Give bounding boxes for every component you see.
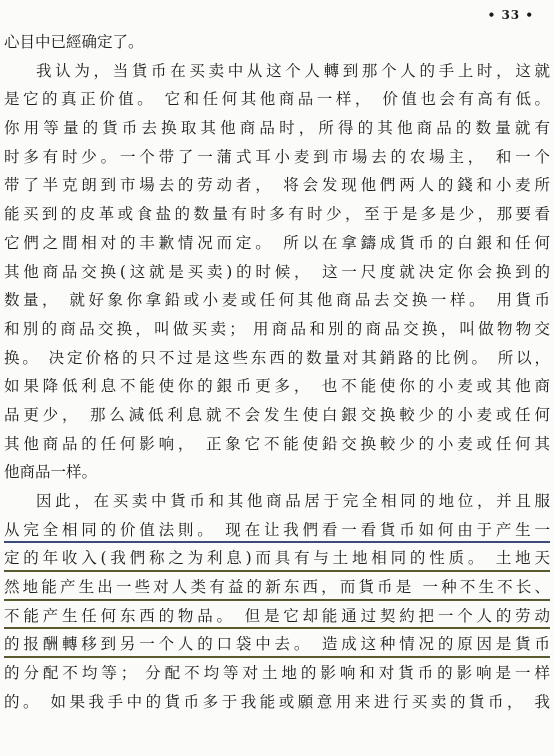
text-line-underlined: 不能产生任何东西的物品。 但是它却能通过契約把一个人的劳动 [4,602,550,631]
text-line: 你用等量的貨币去换取其他商品时，所得的其他商品的数量就有 [4,119,550,138]
text-line: 时多有时少。一个带了一蒲式耳小麦到市場去的农場主， 和一个 [4,147,550,166]
text-line-underlined: 定的年收入(我們称之为利息)而具有与土地相同的性质。 土地天 [4,544,550,573]
text-line: 因此，在买卖中貨币和其他商品居于完全相同的地位，并且服 [36,492,550,510]
text-line: 的分配不均等； 分配不均等对土地的影响和对貨币的影响是一样 [4,664,550,683]
text-line-underlined: 然地能产生出一些对人类有益的新东西，而貨币是 一种不生不长、 [4,573,550,602]
text-line: 带了半克朗到市場去的劳动者， 将会发现他們两人的錢和小麦所 [4,176,550,195]
text-line: 他商品一样。 [4,463,98,482]
text-line-underlined: 的报酬轉移到另一个人的口袋中去。 造成这种情况的原因是貨币 [4,630,550,659]
text-line: 如果降低利息不能使你的銀币更多， 也不能使你的小麦或其他商 [4,377,550,396]
text-line: 其他商品交换(这就是买卖)的时候， 这一尺度就决定你会换到的 [4,262,550,281]
text-line: 其他商品的任何影响， 正象它不能使鉛交换較少的小麦或任何其 [4,434,550,453]
text-line: 是它的真正价值。 它和任何其他商品一样， 价值也会有高有低。 [4,90,550,109]
text-line: 能买到的皮革或食盐的数量有时多有时少，至于是多是少，那要看 [4,205,550,224]
page-number: • 33 • [487,8,534,22]
body-text [4,28,550,717]
text-line: 心目中已經确定了。 [4,33,144,51]
text-line: 我认为，当貨币在买卖中从这个人轉到那个人的手上时，这就 [36,61,550,80]
text-line: 的。 如果我手中的貨币多于我能或願意用来进行买卖的貨币， 我 [4,692,550,711]
text-line: 换。 决定价格的只不过是这些东西的数量对其銷路的比例。 所以， [4,348,550,367]
text-line: 品更少， 那么減低利息就不会发生使白銀交换較少的小麦或任何 [4,405,550,424]
text-line: 数量， 就好象你拿鉛或小麦或任何其他商品去交换一样。 用貨币 [4,291,550,310]
text-line: 和別的商品交换，叫做买卖； 用商品和別的商品交换，叫做物物交 [4,319,550,338]
text-line-underlined: 从完全相同的价值法則。 现在让我們看一看貨币如何由于产生一 [4,516,550,545]
text-line: 它們之間相对的丰歉情况而定。 所以在拿鑄成貨币的白銀和任何 [4,233,550,252]
